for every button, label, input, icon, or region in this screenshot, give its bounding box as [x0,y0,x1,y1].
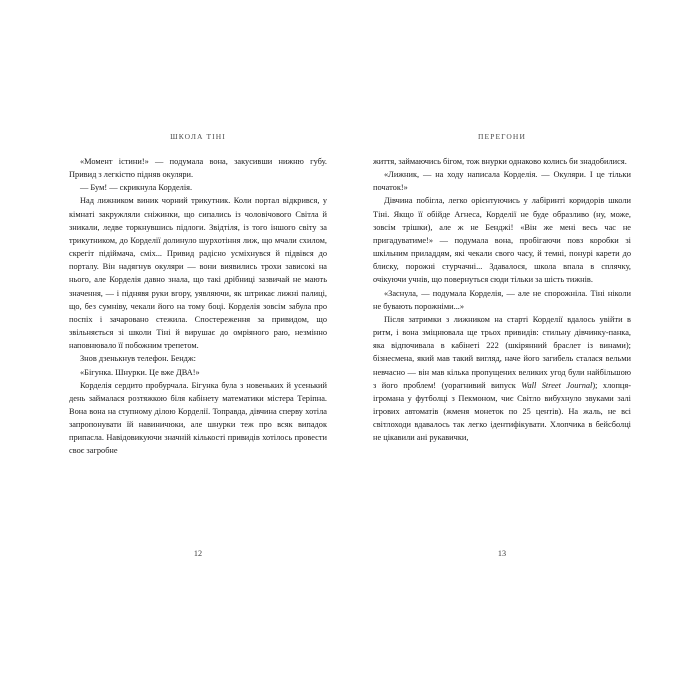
page-number-left: 12 [193,549,203,558]
paragraph: «Бігунка. Шнурки. Це вже ДВА!» [80,367,200,377]
paragraph: «Заснула, — подумала Корделія, — але не спорожніла. Тіні ніколи не бувають порожніми...» [373,288,631,311]
right-page [373,132,631,700]
paragraph: Дівчина побігла, легко орієнтуючись у лабіринті коридорів школи Тіні. Якщо її обійде Агнеса, Корделії не буде образливо (ну, може, зовсім трішки), але ж не Бенджі! «Він же мені весь час не пригадуватиме!» — подумала вона, пробігаючи повз коробки зі шкільним приладдям, які чекали свого часу, й темні, понурі карети до блиску, порожні стурчачні... Здавалося, школа впала в сплячку, очікуючи учнів, що повернуться сюди тільки за шість тижнів. [373,196,631,285]
paragraph: «Момент істини!» — подумала вона, закусивши нижню губу. Привид з легкістю підняв окуляри. [69,157,327,180]
paragraph: Корделія сердито пробурчала. Бігунка була з новеньких й усенький день займалася розтяжкою біля кабінету математики містера Теріпна. Вона вона на ступному ділою Корделії. Топравда, дівчина сперву хотіла запропонувати їй навиничюки, але шнурки теж про всяк випадок припасла. Навідовикуючи значній кількості привидів хотілось провести своє загробне [69,380,327,456]
paragraph: Після затримки з лижником на старті Корделії вдалось увійти в ритм, і вона зміцнювала ще трьох привидів: стильну дівчинку-панка, яка відпочивала в кабінеті 222 (шкірянний браслет із винами); бізнесмена, який мав такий вигляд, наче його загибель сталася вельми невчасно — він мав кілька пропущених великих угод були найбільшою з його проблем! (уорагнивий випуск Wall Street Journal); хлопця-ігромана у футболці з Пекмоном, чиє Світло вибухнуло звуками залі ігрових автоматів (жменя монеток по 25 центів). На жаль, не всі світлоходи вдавалось так легко ідентифікувати. Хлопчика в бейсболці не цікавили ані рукавички, [373,314,631,443]
paragraph: — Бум! — скрикнула Корделія. [80,183,193,193]
left-page [69,132,327,700]
paragraph: Над лижником виник чорний трикутник. Коли портал відкрився, у кімнаті закружляли сніжинки, що сипались із чоловічового Світла й зникали, ледве торкнувшись підлоги. Звідтіля, із того іншого світу за трикутником, до Корделії долинуло шурхотіння лиж, що мчали схилом, скрегіт підіймача, сміх... Привид радісно усміхнувся й підвівся до порталу. Він надягнув окуляри — вони виявились трохи зависокі на нього, але Корделія давно знала, що такі дрібниці зазвичай не мають значення, — і піднявя руки вгору, уявляючи, як штрикає лижні палиці, що, без сумніву, чекали його на тому боці. Корделія зовсім забула про поспіх і зачаровано стежила. Спостереження за привидом, що звільняється зі школи Тіні й вирушає до омріяного раю, незмінно наповнювало її побожним трепетом. [69,196,327,351]
running-head-left: ШКОЛА ТІНІ [170,132,226,141]
right-page-body [373,155,631,444]
paragraph: життя, займаючись бігом, тож внурки однаково колись би знадобилися. [373,157,627,166]
paragraph: Знов дзенькнув телефон. Бендж: [80,354,196,364]
running-head-right: ПЕРЕГОНИ [478,132,526,141]
paragraph: «Лижник, — на ходу написала Корделія. — Окуляри. І це тільки початок!» [373,170,631,193]
left-page-body [69,155,327,458]
page-number-right: 13 [497,549,507,558]
